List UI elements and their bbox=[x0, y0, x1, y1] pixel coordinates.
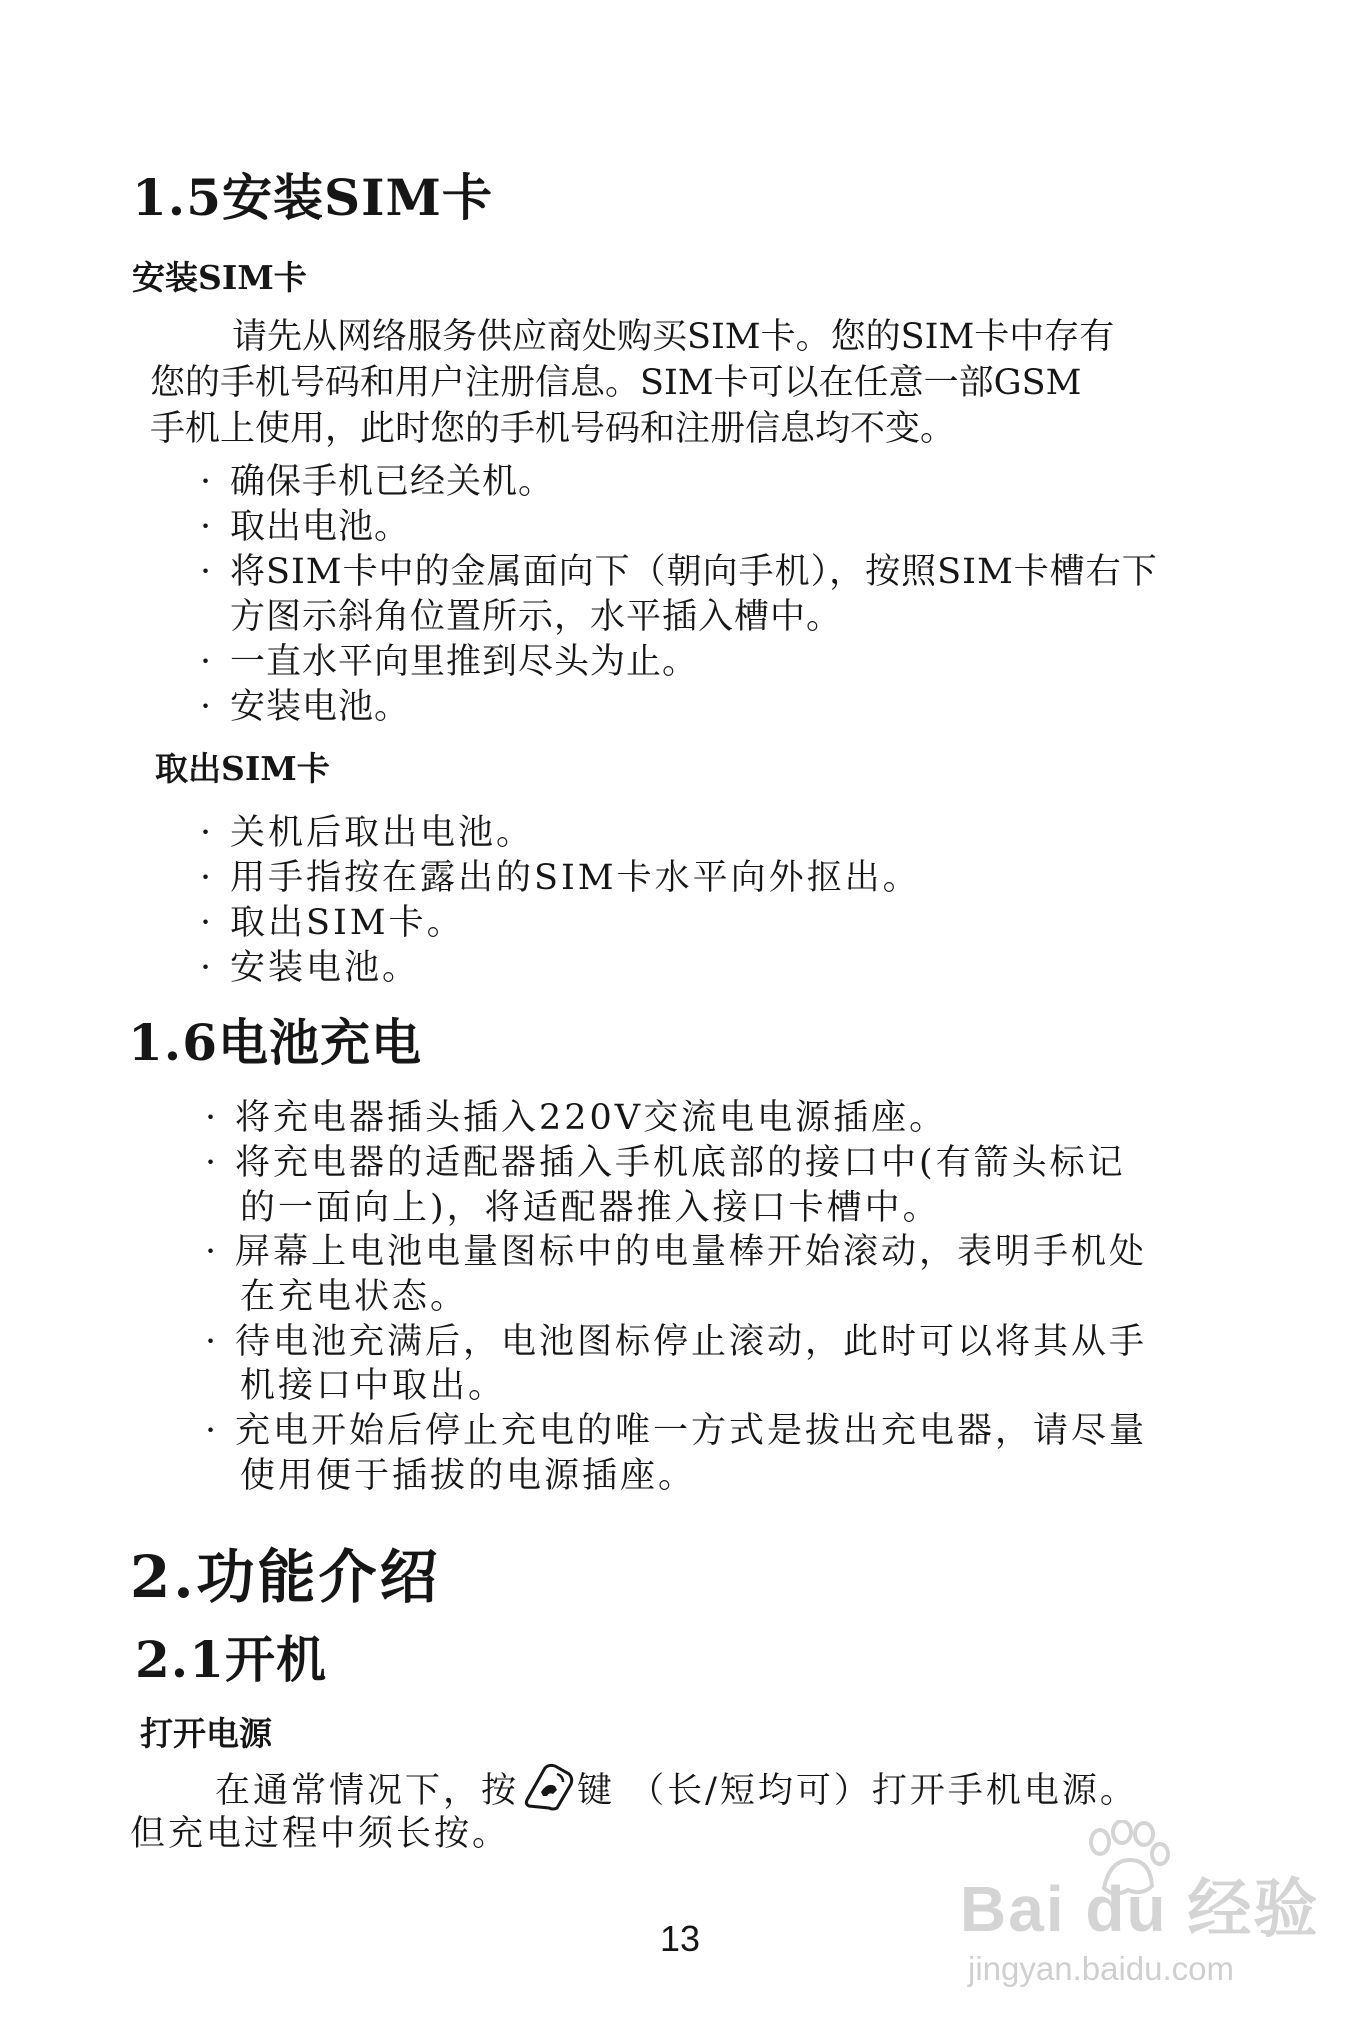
install-step-4: · 一直水平向里推到尽头为止。 bbox=[200, 642, 699, 682]
remove-step-1: · 关机后取出电池。 bbox=[200, 813, 535, 853]
intro-line-1: 请先从网络服务供应商处购买SIM卡。您的SIM卡中存有 bbox=[232, 317, 1115, 357]
install-step-3-cont: 方图示斜角位置所示，水平插入槽中。 bbox=[230, 597, 843, 637]
watermark-url: jingyan.baidu.com bbox=[968, 1950, 1234, 1987]
charge-step-4-cont: 机接口中取出。 bbox=[240, 1366, 507, 1406]
power-on-line-2: 但充电过程中须长按。 bbox=[130, 1814, 511, 1854]
intro-line-2: 您的手机号码和用户注册信息。SIM卡可以在任意一部GSM bbox=[150, 363, 1082, 403]
remove-step-3: · 取出SIM卡。 bbox=[200, 903, 465, 943]
baidu-jingyan-watermark: Bai du 经验 bbox=[960, 1873, 1320, 1945]
power-end-key-icon bbox=[521, 1762, 575, 1812]
remove-sim-heading: 取出SIM卡 bbox=[155, 749, 330, 788]
chapter-2-title: 2.功能介绍 bbox=[130, 1543, 441, 1611]
section-2-1-title: 2.1开机 bbox=[135, 1630, 327, 1689]
charge-step-1: · 将充电器插头插入220V交流电电源插座。 bbox=[205, 1098, 948, 1138]
page-number: 13 bbox=[660, 1918, 701, 1959]
install-step-1: · 确保手机已经关机。 bbox=[200, 462, 555, 502]
charge-step-5-cont: 使用便于插拔的电源插座。 bbox=[240, 1456, 697, 1496]
section-1-5-title: 1.5安装SIM卡 bbox=[132, 168, 493, 227]
remove-step-2: · 用手指按在露出的SIM卡水平向外抠出。 bbox=[200, 858, 921, 898]
charge-step-3-cont: 在充电状态。 bbox=[240, 1277, 469, 1317]
charge-step-4: · 待电池充满后，电池图标停止滚动，此时可以将其从手 bbox=[205, 1322, 1148, 1362]
section-1-6-title: 1.6电池充电 bbox=[128, 1013, 422, 1072]
charge-step-2-cont: 的一面向上)，将适配器推入接口卡槽中。 bbox=[240, 1188, 941, 1228]
install-step-3: · 将SIM卡中的金属面向下（朝向手机），按照SIM卡槽右下 bbox=[200, 552, 1158, 592]
charge-step-5: · 充电开始后停止充电的唯一方式是拔出充电器，请尽量 bbox=[205, 1411, 1148, 1451]
charge-step-2: · 将充电器的适配器插入手机底部的接口中(有箭头标记 bbox=[205, 1143, 1126, 1183]
power-on-line-1: 在通常情况下，按 键 （长/短均可）打开手机电源。 bbox=[215, 1762, 1138, 1813]
intro-line-3: 手机上使用，此时您的手机号码和注册信息均不变。 bbox=[150, 409, 956, 449]
power-on-heading: 打开电源 bbox=[140, 1714, 272, 1753]
charge-step-3: · 屏幕上电池电量图标中的电量棒开始滚动，表明手机处 bbox=[205, 1232, 1148, 1272]
install-step-5: · 安装电池。 bbox=[200, 687, 411, 727]
remove-step-4: · 安装电池。 bbox=[200, 948, 421, 988]
install-sim-heading: 安装SIM卡 bbox=[132, 258, 307, 297]
install-step-2: · 取出电池。 bbox=[200, 507, 411, 547]
